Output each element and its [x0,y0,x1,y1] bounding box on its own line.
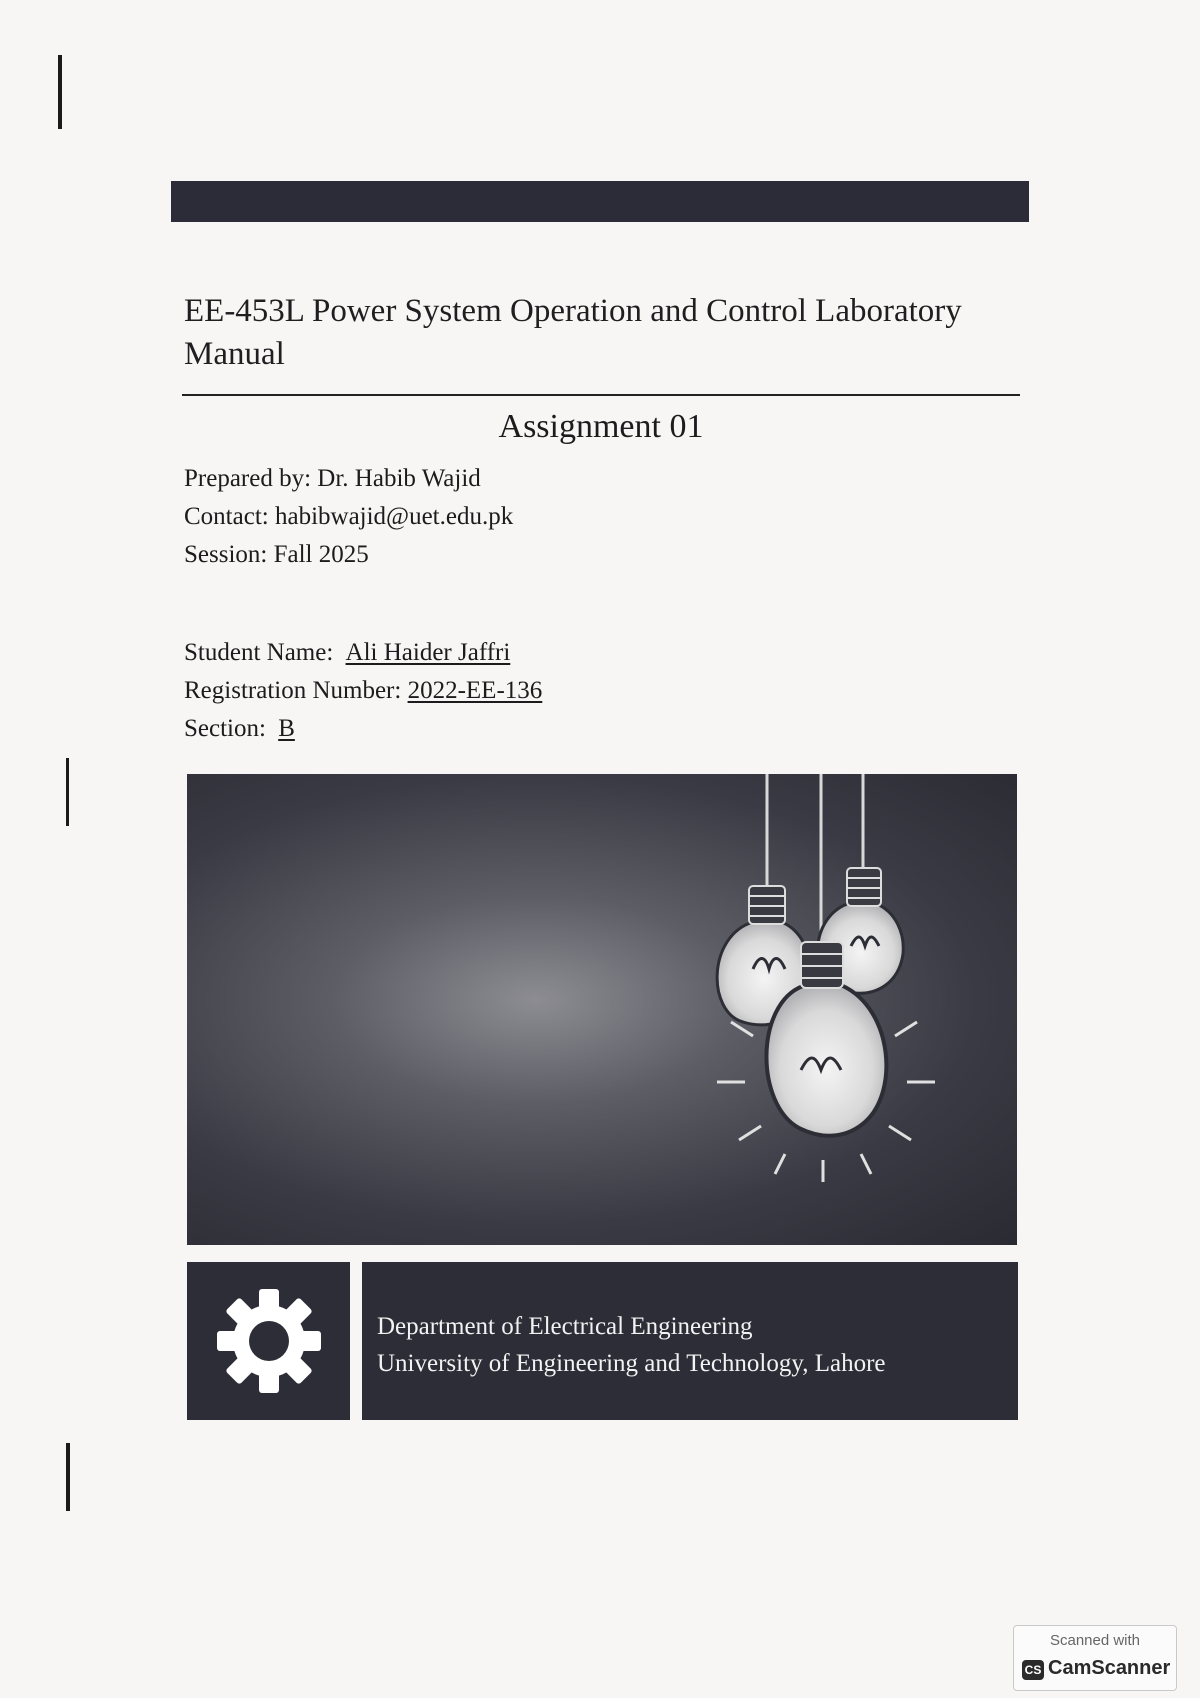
contact-email: habibwajid@uet.edu.pk [274,503,514,530]
university-name: University of Engineering and Technology, Lahore [377,1350,886,1377]
section-line [184,710,542,748]
manual-title: EE-453L Power System Operation and Control Laboratory Manual [184,293,962,372]
course-info [184,460,513,574]
student-info [184,634,542,748]
binder-mark-top [58,55,62,129]
title-divider [182,394,1020,396]
assignment-title: Assignment 01 [498,408,704,445]
prepared-by-value: Dr. Habib Wajid [317,465,481,492]
footer-logo-box [187,1262,350,1420]
gear-icon [187,1262,350,1420]
cover-image [187,774,1017,1245]
student-name-label: Student Name: [184,639,334,666]
student-name-line [184,634,542,672]
section-label: Section: [184,715,266,742]
camscanner-name: CamScanner [1048,1657,1171,1679]
prepared-by-label: Prepared by: [184,465,312,492]
institution-text [377,1308,886,1382]
contact-line [184,498,513,536]
registration-label: Registration Number: [184,677,402,704]
header-bar [171,181,1029,222]
contact-label: Contact: [184,503,269,530]
session-value: Fall 2025 [273,541,369,568]
binder-mark-bottom [66,1443,70,1511]
prepared-by-line [184,460,513,498]
camscanner-logo-icon: CS [1022,1660,1044,1680]
scanned-with-text: Scanned with [1049,1632,1141,1649]
student-name-value: Ali Haider Jaffri [345,639,511,666]
camscanner-badge [1013,1625,1177,1691]
registration-value: 2022-EE-136 [407,677,543,704]
department-name: Department of Electrical Engineering [377,1313,753,1340]
binder-mark-middle [66,758,69,826]
session-line [184,536,513,574]
section-value: B [278,715,295,742]
registration-line [184,672,542,710]
session-label: Session: [184,541,268,568]
light-bulbs-icon [187,774,1017,1245]
